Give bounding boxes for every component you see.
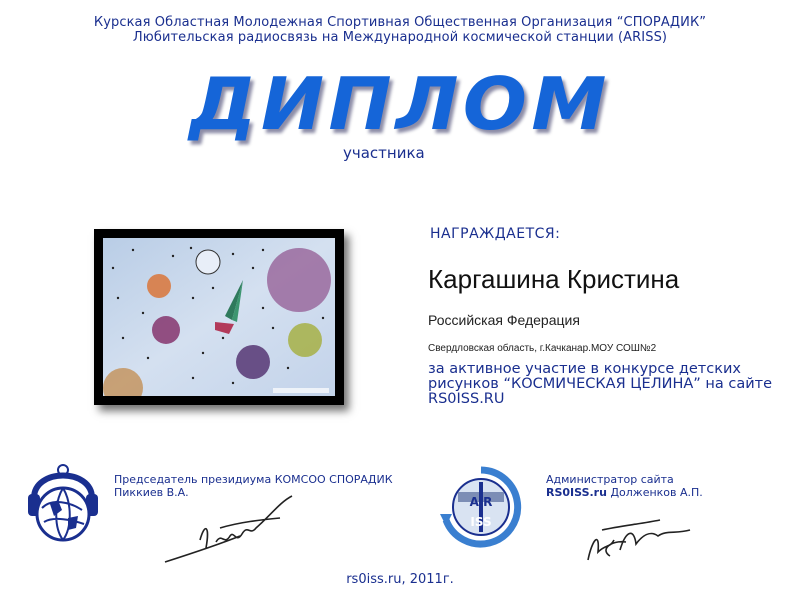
chairman-signature [160,492,300,570]
admin-site: RS0ISS.ru [546,486,607,499]
organization-name: Курская Областная Молодежная Спортивная Общественная Организация “СПОРАДИК” [93,15,707,30]
globe-headphones-logo-icon [24,458,102,550]
admin-signature [580,500,700,566]
awarded-label: НАГРАЖДАЕТСЯ: [430,226,561,242]
diploma-subtitle: участника [343,144,425,162]
organization-subtitle: Любительская радиосвязь на Международной космической станции (ARISS) [132,30,668,45]
admin-title [546,473,786,499]
ariss-logo-text-bottom: ISS [470,515,492,529]
admin-name: Долженков А.П. [610,486,703,499]
ariss-logo-icon [436,462,526,552]
admin-title-label: Администратор сайта [546,473,674,486]
drawing-frame [94,229,344,405]
ariss-logo-text-top: A R [469,495,493,509]
recipient-school: Свердловская область, г.Качканар.МОУ СОШ№2 [428,343,657,354]
chairman-title: Председатель президиума КОМСОО СПОРАДИК Пиккиев В.А. [114,473,393,499]
footer-site-year: rs0iss.ru, 2011г. [346,572,454,587]
space-drawing-image [103,238,335,396]
award-reason: за активное участие в конкурсе детских рисунков “КОСМИЧЕСКАЯ ЦЕЛИНА” на сайте RS0ISS.RU [428,361,773,407]
recipient-country: Российская Федерация [428,312,580,328]
diploma-title: ДИПЛОМ [189,62,611,146]
recipient-name: Каргашина Кристина [428,264,680,294]
